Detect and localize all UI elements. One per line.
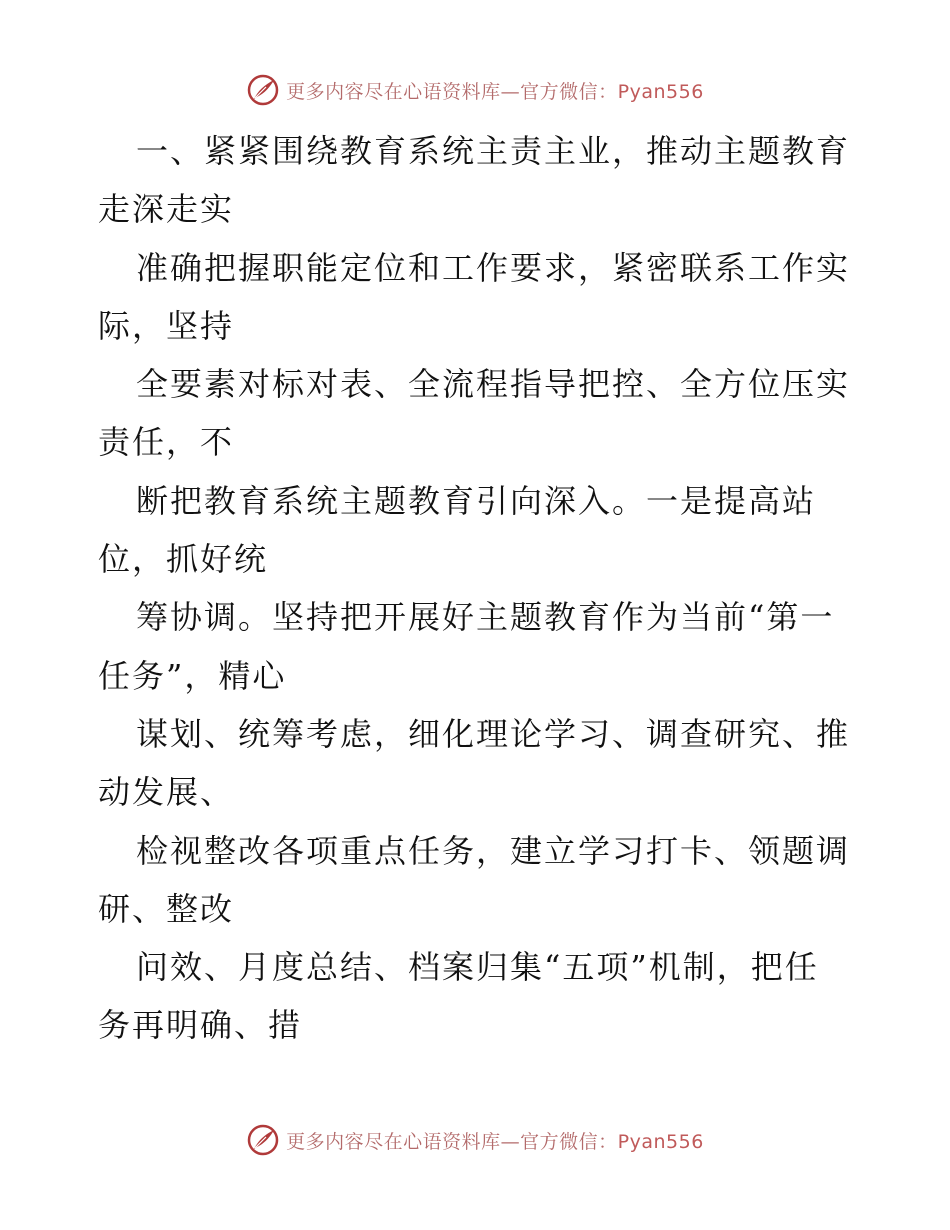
text-line: 走深走实 [98,190,235,229]
text-line: 责任，不 [98,423,235,462]
text-line: 任务”，精心 [98,656,287,695]
text-line: 际，坚持 [98,306,235,345]
footer-banner-text: 更多内容尽在心语资料库—官方微信：Pyan556 [286,1130,704,1153]
text-line: 谋划、统筹考虑，细化理论学习、调查研究、推 [136,714,851,753]
text-line: 研、整改 [98,889,235,928]
text-line: 筹协调。坚持把开展好主题教育作为当前“第一 [136,598,835,637]
text-line: 一、紧紧围绕教育系统主责主业，推动主题教育 [136,132,851,170]
text-line: 检视整改各项重点任务，建立学习打卡、领题调 [136,831,851,870]
text-line: 务再明确、措 [98,1006,303,1045]
text-line: 位，抓好统 [98,540,269,579]
footer-wechat-id: Pyan556 [617,1130,704,1153]
header-banner [0,70,950,110]
header-wechat-id: Pyan556 [617,80,704,103]
feather-pen-logo-icon [246,1123,280,1157]
header-banner-text: 更多内容尽在心语资料库—官方微信：Pyan556 [286,80,704,103]
document-body [98,122,858,1055]
text-line: 全要素对标对表、全流程指导把控、全方位压实 [136,365,851,404]
feather-pen-logo-icon [246,73,280,107]
text-line: 准确把握职能定位和工作要求，紧密联系工作实 [136,248,851,287]
text-line: 问效、月度总结、档案归集“五项”机制，把任 [136,948,819,987]
text-line: 断把教育系统主题教育引向深入。一是提高站 [136,481,817,520]
text-line: 动发展、 [98,773,235,812]
footer-banner [0,1120,950,1160]
